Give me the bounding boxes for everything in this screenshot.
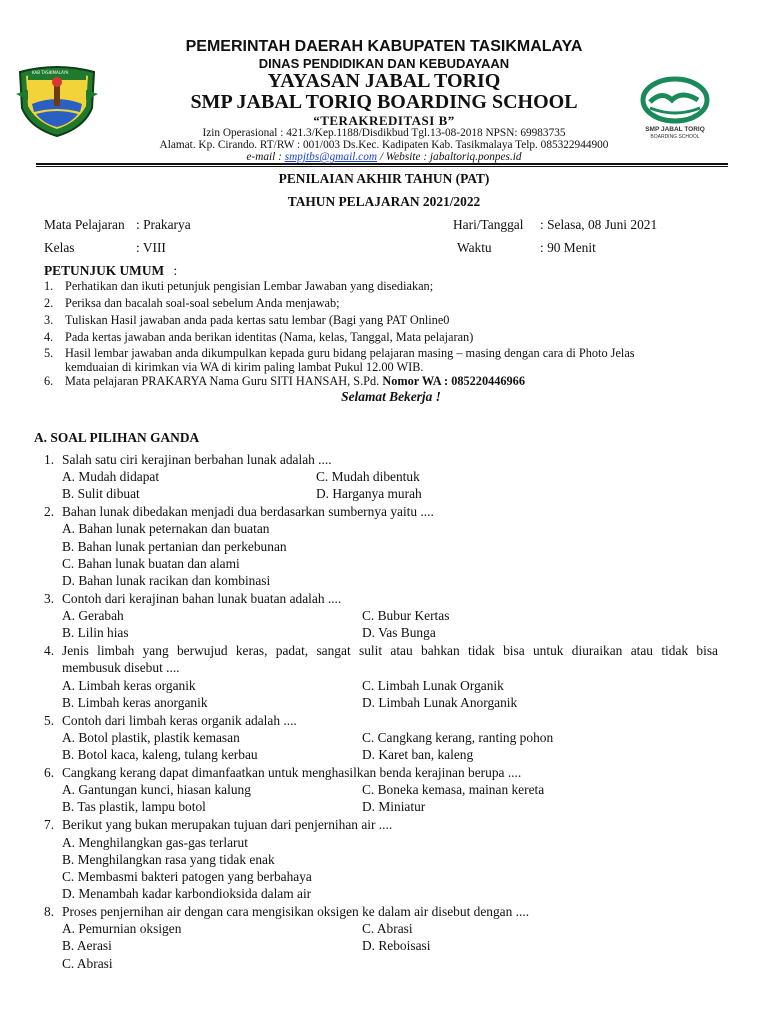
instructions-colon: : [173,263,178,278]
option-c: C. Mudah dibentuk [316,469,420,484]
question-number: 3. [44,591,55,606]
question-text: Salah satu ciri kerajinan berbahan lunak adalah .... [62,452,332,467]
exam-year: TAHUN PELAJARAN 2021/2022 [287,194,481,209]
section-a-heading: A. SOAL PILIHAN GANDA [34,430,200,445]
option-b: B. Botol kaca, kaleng, tulang kerbau [62,747,258,762]
instruction-text-main: Perhatikan dan ikuti petunjuk pengisian Lembar Jawaban yang disediakan; [65,279,434,293]
option-a: A. Bahan lunak peternakan dan buatan [62,521,270,536]
question-number: 1. [44,452,55,467]
license-line: Izin Operasional : 421.3/Kep.1188/Disdikbud Tgl.13-08-2018 NPSN: 69983735 [202,127,566,139]
option-c: C. Bahan lunak buatan dan alami [62,556,240,571]
option-b: B. Aerasi [62,938,112,953]
option-c: C. Limbah Lunak Organik [362,678,504,693]
option-b: B. Tas plastik, lampu botol [62,799,206,814]
day-label: Hari/Tanggal [453,217,524,232]
instruction-text [65,330,473,345]
instruction-number: 4. [44,330,54,344]
question-number: 5. [44,713,55,728]
option-b: B. Lilin hias [62,625,129,640]
option-a: A. Gantungan kunci, hiasan kalung [62,782,251,797]
department-heading: DINAS PENDIDIKAN DAN KEBUDAYAAN [258,56,510,71]
instruction-number: 1. [44,279,54,293]
class-label: Kelas [44,240,75,255]
option-d: D. Reboisasi [362,938,431,953]
instruction-text [65,374,525,389]
question-number: 2. [44,504,55,519]
option-d: D. Karet ban, kaleng [362,747,474,762]
option-d: D. Limbah Lunak Anorganik [362,695,518,710]
option-a: A. Gerabah [62,608,124,623]
teacher-whatsapp-number: Nomor WA : 085220446966 [382,374,525,388]
instruction-text-continued: kemduaian di kirimkan via WA di kirim paling lambat Pukul 12.00 WIB. [65,360,424,374]
option-b: B. Sulit dibuat [62,486,140,501]
option-a: A. Mudah didapat [62,469,160,484]
option-c: C. Boneka kemasa, mainan kereta [362,782,545,797]
question-text: Contoh dari kerajinan bahan lunak buatan adalah .... [62,591,342,606]
time-label: Waktu [457,240,492,255]
option-extra: C. Abrasi [62,956,113,971]
instruction-text [65,279,433,294]
instruction-number: 6. [44,374,54,388]
instruction-number: 2. [44,296,54,310]
letterhead-rule-thin [36,166,728,167]
question-text: Bahan lunak dibedakan menjadi dua berdasarkan sumbernya yaitu .... [62,504,434,519]
option-a: A. Pemurnian oksigen [62,921,182,936]
instruction-text [65,313,449,328]
question-text: Berikut yang bukan merupakan tujuan dari penjernihan air .... [62,817,393,832]
option-b: B. Menghilangkan rasa yang tidak enak [62,852,275,867]
option-a: A. Botol plastik, plastik kemasan [62,730,240,745]
letterhead-rule-thick [36,163,728,165]
option-a: A. Limbah keras organik [62,678,196,693]
option-d: D. Vas Bunga [362,625,436,640]
government-heading: PEMERINTAH DAERAH KABUPATEN TASIKMALAYA [185,38,583,55]
subject-value: : Prakarya [136,217,191,232]
website-text: / Website : jabaltoriq.ponpes.id [377,151,522,163]
school-logo-text-2: BOARDING SCHOOL [650,134,700,140]
option-d: D. Miniatur [362,799,426,814]
option-d: D. Harganya murah [316,486,422,501]
instruction-text-main: Hasil lembar jawaban anda dikumpulkan kepada guru bidang pelajaran masing – masing dengan cara di Photo Jelas [65,346,635,360]
question-text: Proses penjernihan air dengan cara mengisikan oksigen ke dalam air disebut dengan .... [62,904,530,919]
instruction-text-main: Pada kertas jawaban anda berikan identitas (Nama, kelas, Tanggal, Mata pelajaran) [65,330,474,344]
question-number: 4. [44,643,55,658]
question-number: 6. [44,765,55,780]
time-value: : 90 Menit [540,240,596,255]
option-c: C. Bubur Kertas [362,608,450,623]
option-b: B. Limbah keras anorganik [62,695,208,710]
contact-line [0,151,768,163]
instruction-text [65,346,635,361]
option-c: C. Abrasi [362,921,413,936]
option-a: A. Menghilangkan gas-gas terlarut [62,835,248,850]
address-line: Alamat. Kp. Cirando. RT/RW : 001/003 Ds.Kec. Kadipaten Kab. Tasikmalaya Telp. 085322944900 [159,139,609,151]
instructions-title: PETUNJUK UMUM [44,263,165,278]
option-c: C. Membasmi bakteri patogen yang berbahaya [62,869,312,884]
option-d: D. Menambah kadar karbondioksida dalam air [62,886,312,901]
question-text-continued: membusuk disebut .... [62,660,180,675]
accreditation: “TERAKREDITASI B” [313,113,455,128]
question-text: Cangkang kerang dapat dimanfaatkan untuk menghasilkan benda kerajinan berupa .... [62,765,522,780]
day-value: : Selasa, 08 Juni 2021 [540,217,658,232]
email-label: e-mail : [246,151,285,163]
closing-note: Selamat Bekerja ! [341,389,441,404]
option-b: B. Bahan lunak pertanian dan perkebunan [62,539,287,554]
instructions-heading [44,263,177,279]
exam-title: PENILAIAN AKHIR TAHUN (PAT) [278,171,490,186]
option-d: D. Bahan lunak racikan dan kombinasi [62,573,271,588]
option-c: C. Cangkang kerang, ranting pohon [362,730,554,745]
class-value: : VIII [136,240,166,255]
instruction-number: 5. [44,346,54,360]
instruction-text [65,296,340,311]
question-number: 7. [44,817,55,832]
school-name: SMP JABAL TORIQ BOARDING SCHOOL [190,91,578,113]
instruction-number: 3. [44,313,54,327]
instruction-text-main: Mata pelajaran PRAKARYA Nama Guru SITI HANSAH, S.Pd. [65,374,383,388]
question-text: Contoh dari limbah keras organik adalah .... [62,713,297,728]
emblem-caption: KAB TASIKMALAYA [32,70,69,75]
school-logo-text-1: SMP JABAL TORIQ [645,126,705,133]
instruction-text-main: Tuliskan Hasil jawaban anda pada kertas satu lembar (Bagi yang PAT Online0 [65,313,450,327]
subject-label: Mata Pelajaran [44,217,125,232]
question-number: 8. [44,904,55,919]
question-text: Jenis limbah yang berwujud keras, padat, sangat sulit atau bahkan tidak bisa untuk diuraikan atau tidak bisa [62,643,718,658]
email-link[interactable]: smpjtbs@gmail.com [284,151,377,163]
instruction-text-main: Periksa dan bacalah soal-soal sebelum Anda menjawab; [65,296,340,310]
foundation-name: YAYASAN JABAL TORIQ [267,70,501,92]
